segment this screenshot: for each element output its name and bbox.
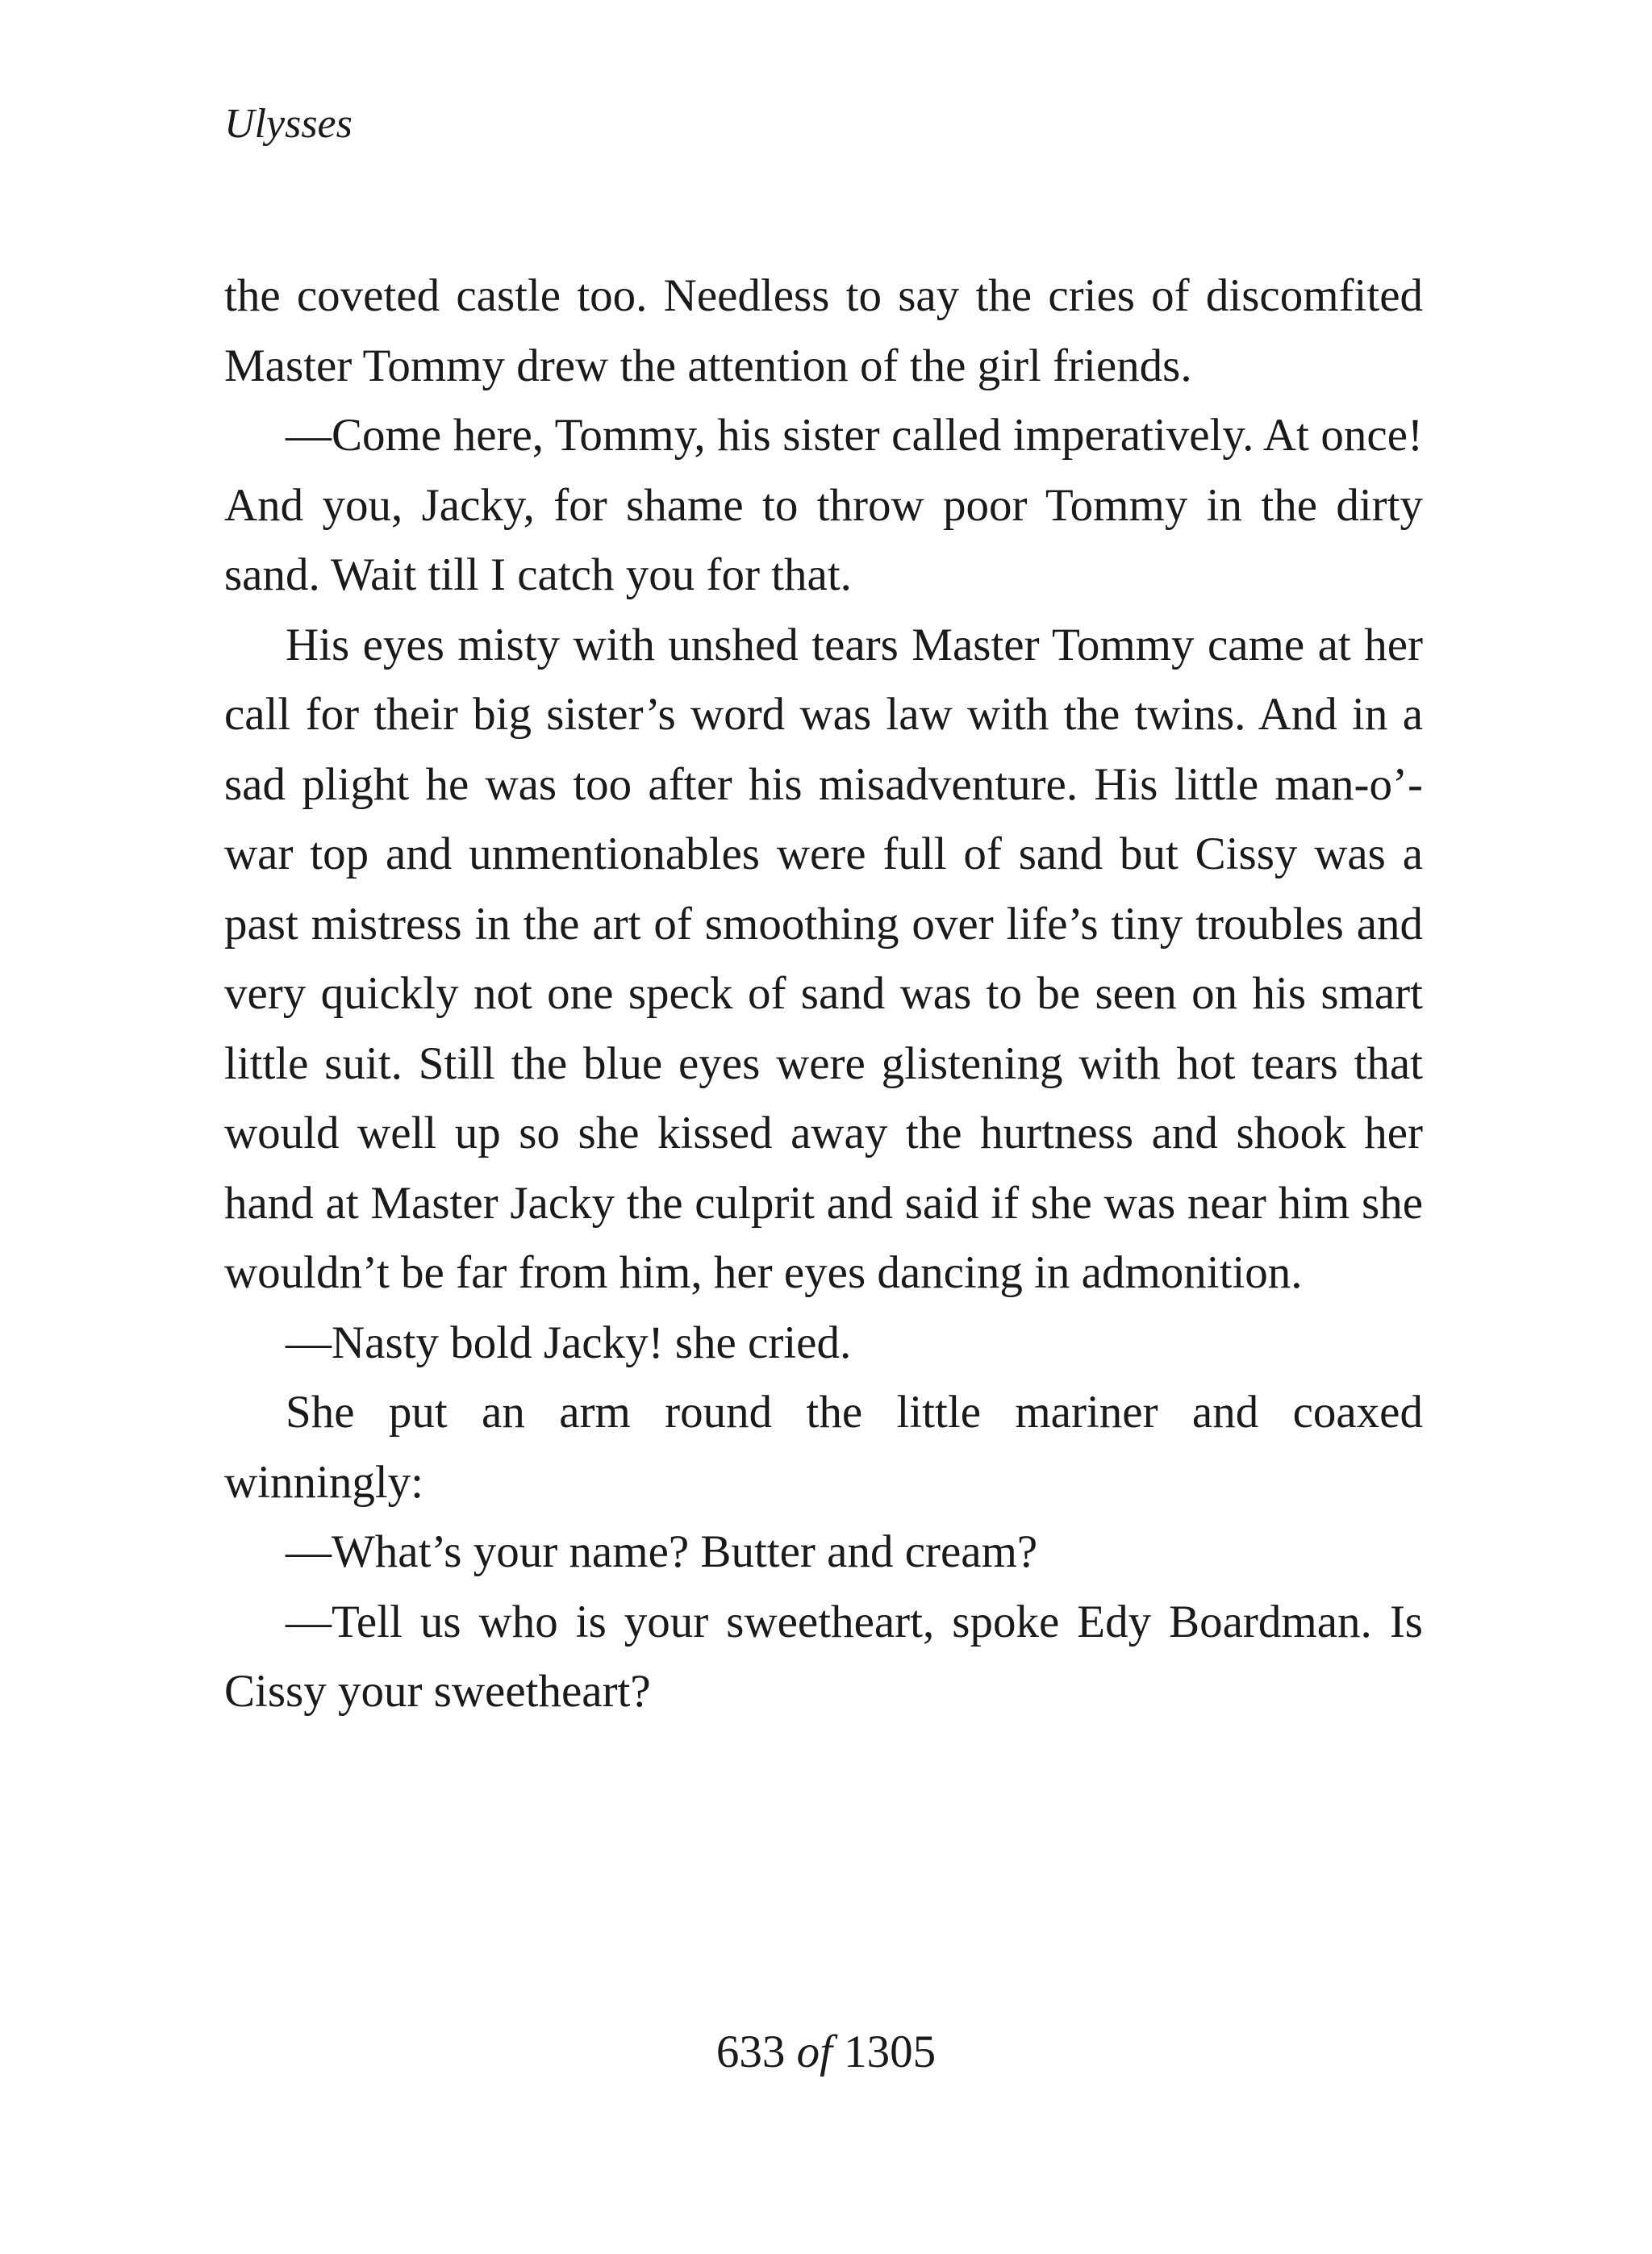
running-head-title: Ulysses	[224, 101, 353, 147]
paragraph: She put an arm round the little mariner and coaxed winningly:	[224, 1387, 1423, 1508]
page-total: 1305	[844, 2027, 937, 2077]
page-number	[0, 2029, 1652, 2075]
paragraph: —Tell us who is your sweetheart, spoke Edy Boardman. Is Cissy your sweetheart?	[224, 1596, 1423, 1717]
paragraph: His eyes misty with unshed tears Master Tommy came at her call for their big sister’s word was law with the twins. And in a sad plight he was too after his misadventure. His little man-o’-war top and unmentionables were full of sand but Cissy was a past mistress in the art of smoothing over life’s tiny troubles and very quickly not one speck of sand was to be seen on his smart little suit. Still the blue eyes were glistening with hot tears that would well up so she kissed away the hurtness and shook her hand at Master Jacky the culprit and said if she was near him she wouldn’t be far from him, her eyes dancing in admonition.	[224, 619, 1423, 1298]
page-body-text	[224, 261, 1423, 1727]
paragraph: —What’s your name? Butter and cream?	[286, 1526, 1038, 1577]
page-of-label: of	[796, 2027, 832, 2077]
paragraph: —Come here, Tommy, his sister called imperatively. At once! And you, Jacky, for shame to throw poor Tommy in the dirty sand. Wait till I catch you for that.	[224, 410, 1423, 600]
page-current: 633	[715, 2027, 786, 2077]
paragraph: —Nasty bold Jacky! she cried.	[286, 1317, 852, 1368]
paragraph: the coveted castle too. Needless to say the cries of discomfited Master Tommy drew the attention of the girl friends.	[224, 270, 1423, 391]
